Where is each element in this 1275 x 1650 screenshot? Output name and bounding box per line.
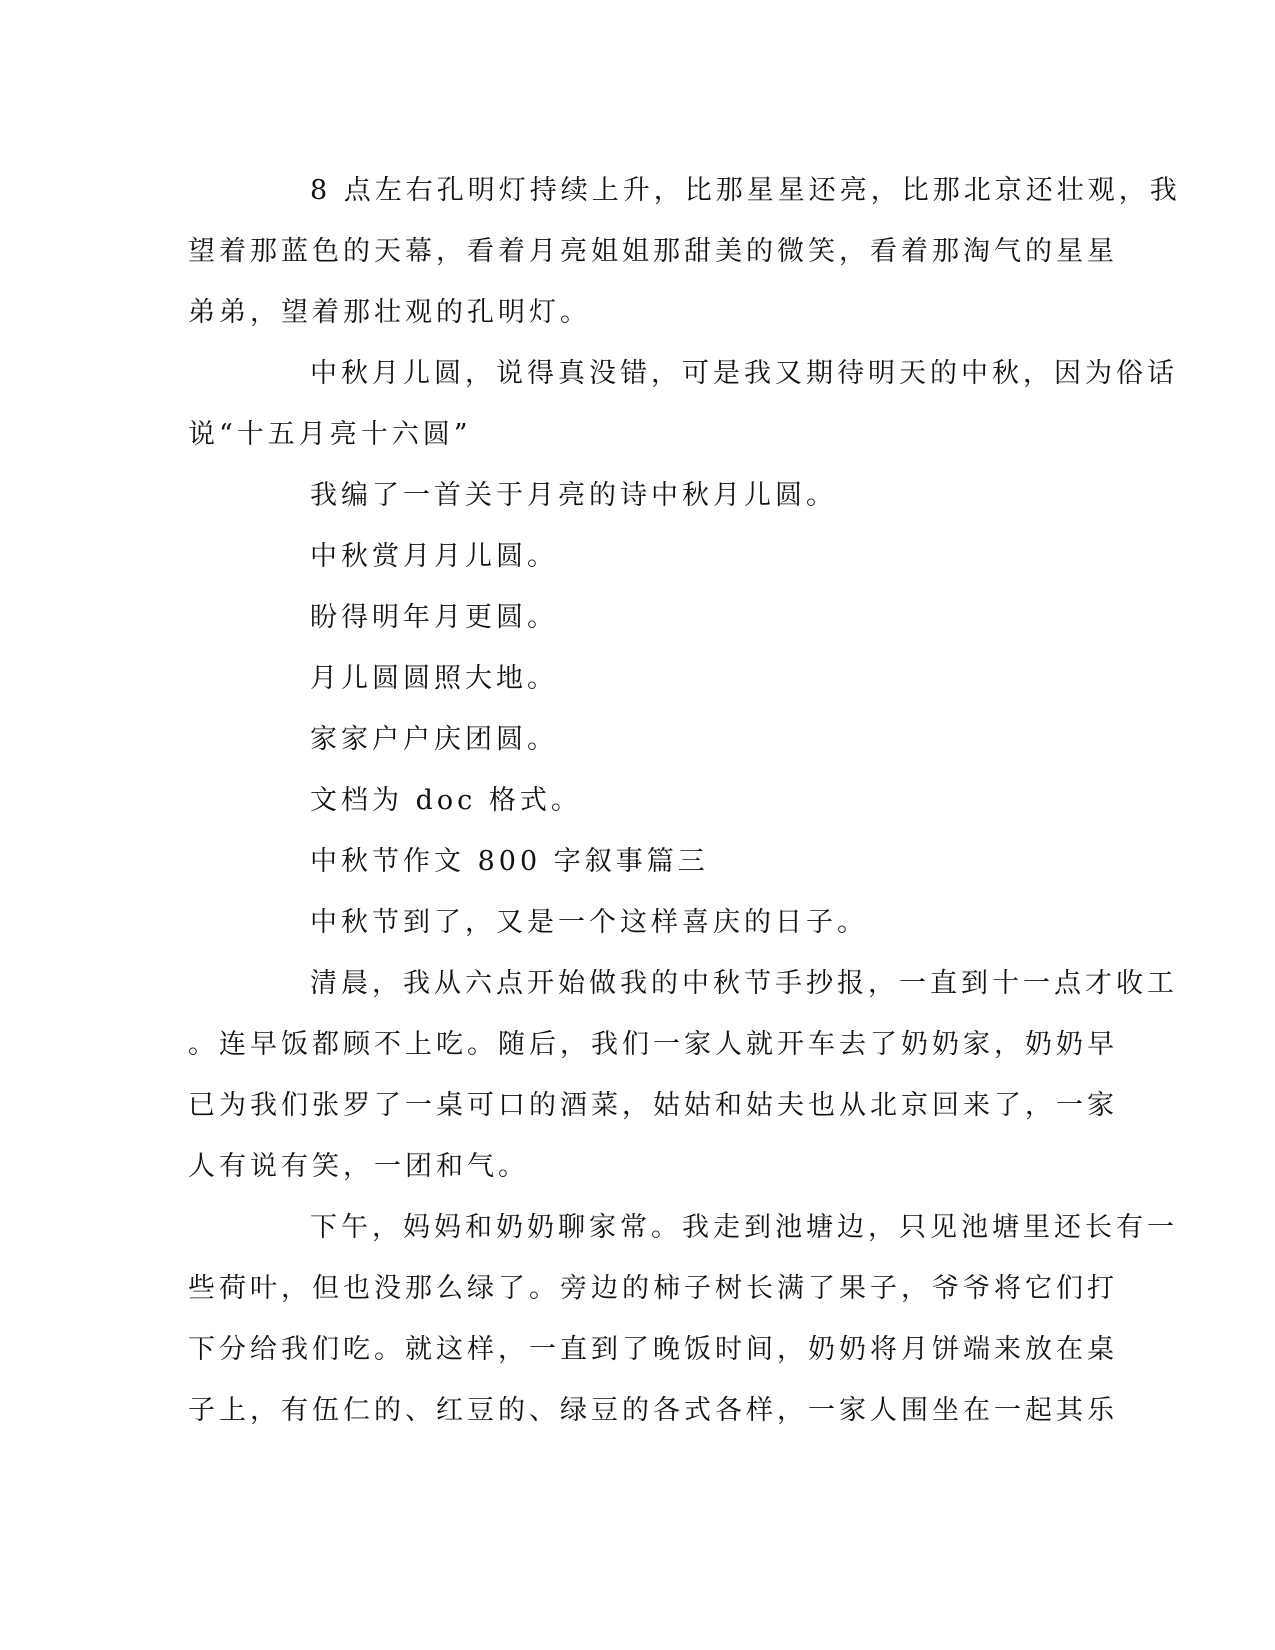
text-line: 子上，有伍仁的、红豆的、绿豆的各式各样，一家人围坐在一起其乐 — [188, 1395, 1118, 1426]
poem-line — [188, 587, 1080, 648]
paragraph — [188, 1197, 1178, 1441]
poem-line — [188, 648, 1080, 709]
text-line: 8 点左右孔明灯持续上升，比那星星还亮，比那北京还壮观，我 — [310, 175, 1181, 206]
text-line: 我编了一首关于月亮的诗中秋月儿圆。 — [310, 480, 837, 511]
paragraph — [188, 343, 1178, 465]
text-line: 些荷叶，但也没那么绿了。旁边的柿子树长满了果子，爷爷将它们打 — [188, 1273, 1118, 1304]
text-line: 已为我们张罗了一桌可口的酒菜，姑姑和姑夫也从北京回来了，一家 — [188, 1090, 1118, 1121]
text-line: 中秋赏月月儿圆。 — [310, 541, 558, 572]
text-line: 人有说有笑，一团和气。 — [188, 1151, 529, 1182]
section-heading — [188, 831, 1080, 892]
paragraph — [188, 953, 1178, 1197]
text-line: 月儿圆圆照大地。 — [310, 663, 558, 694]
text-line: 中秋月儿圆，说得真没错，可是我又期待明天的中秋，因为俗话 — [310, 358, 1178, 389]
poem-line — [188, 526, 1080, 587]
poem-line — [188, 709, 1080, 770]
paragraph — [188, 465, 1080, 526]
text-line: 文档为 doc 格式。 — [310, 785, 582, 816]
paragraph — [188, 770, 1080, 831]
text-line: 清晨，我从六点开始做我的中秋节手抄报，一直到十一点才收工 — [310, 968, 1178, 999]
text-line: 说“十五月亮十六圆” — [188, 419, 472, 450]
text-line: 下分给我们吃。就这样，一直到了晚饭时间，奶奶将月饼端来放在桌 — [188, 1334, 1118, 1365]
text-line: 家家户户庆团圆。 — [310, 724, 558, 755]
paragraph — [188, 892, 1080, 953]
document-body — [188, 160, 1181, 1441]
paragraph — [188, 160, 1181, 343]
text-line: 望着那蓝色的天幕，看着月亮姐姐那甜美的微笑，看着那淘气的星星 — [188, 236, 1118, 267]
text-line: 中秋节到了，又是一个这样喜庆的日子。 — [310, 907, 868, 938]
text-line: 下午，妈妈和奶奶聊家常。我走到池塘边，只见池塘里还长有一 — [310, 1212, 1178, 1243]
text-line: 中秋节作文 800 字叙事篇三 — [310, 846, 709, 877]
text-line: 盼得明年月更圆。 — [310, 602, 558, 633]
text-line: 弟弟，望着那壮观的孔明灯。 — [188, 297, 591, 328]
text-line: 。连早饭都顾不上吃。随后，我们一家人就开车去了奶奶家，奶奶早 — [188, 1029, 1118, 1060]
